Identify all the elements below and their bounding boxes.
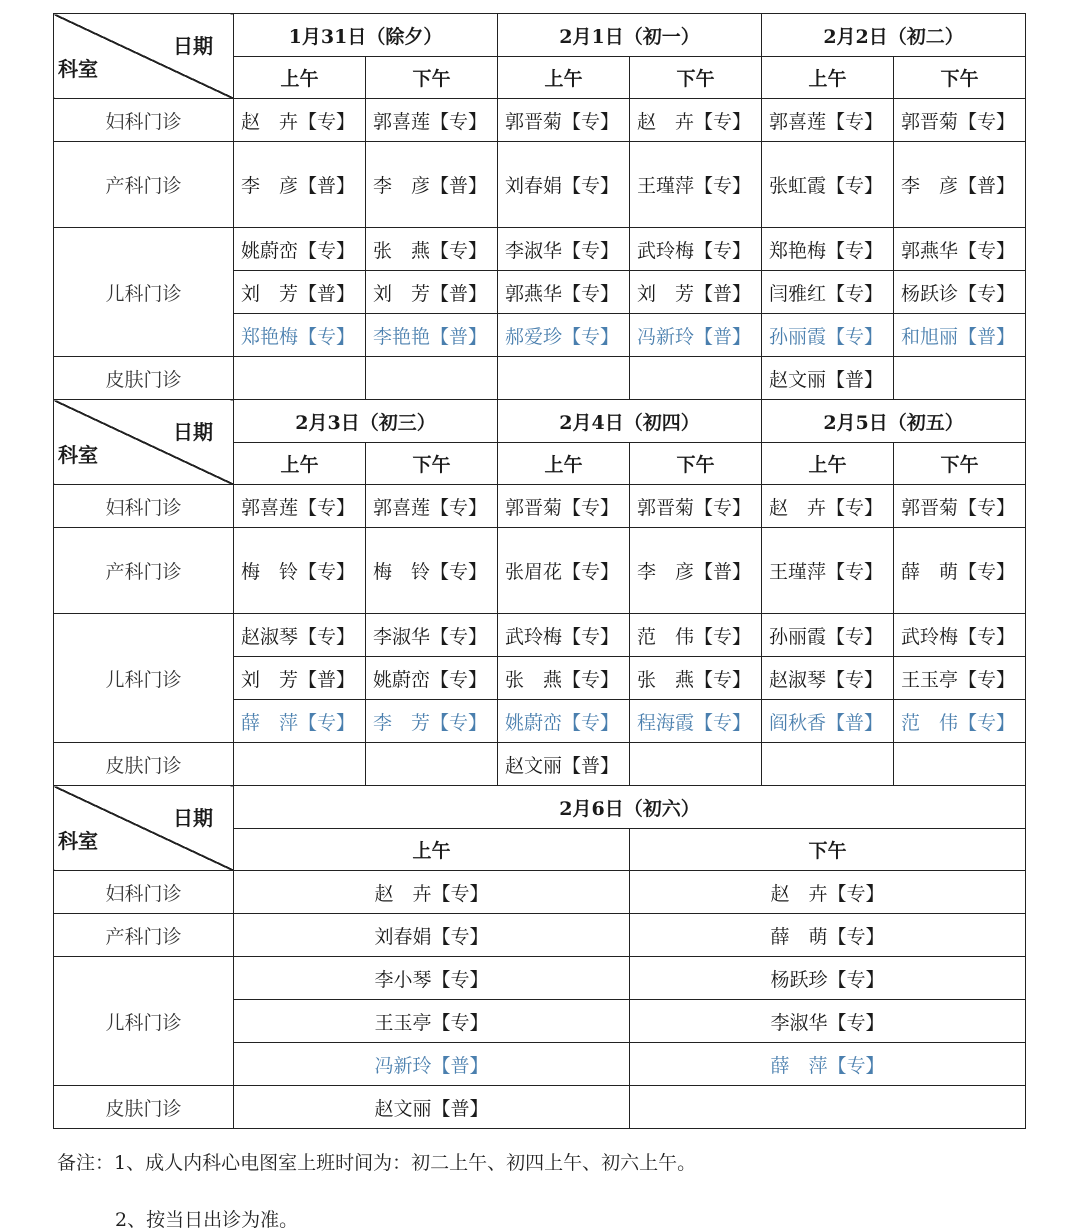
- pm-heading: 下午: [630, 57, 762, 99]
- doctor-cell: 武玲梅【专】: [894, 614, 1026, 657]
- doctor-cell: 王玉亭【专】: [234, 1000, 630, 1043]
- doctor-cell: 郭喜莲【专】: [366, 99, 498, 142]
- doctor-cell: 张 燕【专】: [366, 228, 498, 271]
- doctor-cell: 梅 铃【专】: [366, 528, 498, 614]
- doctor-cell: [366, 357, 498, 400]
- doctor-cell: 赵 卉【专】: [234, 871, 630, 914]
- doctor-cell: 郭燕华【专】: [498, 271, 630, 314]
- doctor-cell: 赵 卉【专】: [234, 99, 366, 142]
- doctor-cell: [894, 743, 1026, 786]
- doctor-cell: 李 芳【专】: [366, 700, 498, 743]
- pm-heading: 下午: [366, 443, 498, 485]
- doctor-cell: 赵文丽【普】: [498, 743, 630, 786]
- doctor-cell: 薛 萍【专】: [630, 1043, 1026, 1086]
- doctor-cell: 李艳艳【普】: [366, 314, 498, 357]
- am-heading: 上午: [762, 443, 894, 485]
- doctor-cell: 李 彦【普】: [366, 142, 498, 228]
- doctor-cell: 李淑华【专】: [630, 1000, 1026, 1043]
- doctor-cell: 梅 铃【专】: [234, 528, 366, 614]
- doctor-cell: 程海霞【专】: [630, 700, 762, 743]
- doctor-cell: 郭燕华【专】: [894, 228, 1026, 271]
- doctor-cell: [630, 357, 762, 400]
- doctor-cell: [366, 743, 498, 786]
- dept-dermatology: 皮肤门诊: [54, 357, 234, 400]
- date-heading: 2月1日（初一）: [498, 14, 762, 57]
- doctor-cell: 郭晋菊【专】: [498, 485, 630, 528]
- dept-header-label: 科室: [58, 443, 98, 467]
- doctor-cell: 武玲梅【专】: [630, 228, 762, 271]
- am-heading: 上午: [498, 443, 630, 485]
- doctor-cell: 和旭丽【普】: [894, 314, 1026, 357]
- doctor-cell: 杨跃诊【专】: [894, 271, 1026, 314]
- pm-heading: 下午: [630, 829, 1026, 871]
- dept-dermatology: 皮肤门诊: [54, 743, 234, 786]
- dept-pediatrics: 儿科门诊: [54, 957, 234, 1086]
- doctor-cell: 张 燕【专】: [630, 657, 762, 700]
- dept-gynecology: 妇科门诊: [54, 99, 234, 142]
- doctor-cell: 王玉亭【专】: [894, 657, 1026, 700]
- doctor-cell: 李 彦【普】: [630, 528, 762, 614]
- doctor-cell: 郭晋菊【专】: [894, 485, 1026, 528]
- doctor-cell: 薛 萌【专】: [894, 528, 1026, 614]
- am-heading: 上午: [234, 57, 366, 99]
- doctor-cell: 武玲梅【专】: [498, 614, 630, 657]
- remark-line-2: 2、按当日出诊为准。: [115, 1209, 299, 1231]
- doctor-cell: 赵淑琴【专】: [234, 614, 366, 657]
- date-header-label: 日期: [173, 806, 213, 830]
- doctor-cell: 刘 芳【普】: [234, 657, 366, 700]
- doctor-cell: 刘 芳【普】: [366, 271, 498, 314]
- doctor-cell: 刘春娟【专】: [498, 142, 630, 228]
- date-heading: 2月2日（初二）: [762, 14, 1026, 57]
- dept-obstetrics: 产科门诊: [54, 914, 234, 957]
- doctor-cell: 赵 卉【专】: [762, 485, 894, 528]
- date-heading: 2月6日（初六）: [234, 786, 1026, 829]
- doctor-cell: [498, 357, 630, 400]
- doctor-cell: 孙丽霞【专】: [762, 314, 894, 357]
- doctor-cell: [234, 743, 366, 786]
- doctor-cell: 李 彦【普】: [894, 142, 1026, 228]
- doctor-cell: 郝爱珍【专】: [498, 314, 630, 357]
- pm-heading: 下午: [366, 57, 498, 99]
- dept-obstetrics: 产科门诊: [54, 528, 234, 614]
- doctor-cell: 李淑华【专】: [366, 614, 498, 657]
- date-heading: 2月4日（初四）: [498, 400, 762, 443]
- pm-heading: 下午: [630, 443, 762, 485]
- doctor-cell: 郭晋菊【专】: [894, 99, 1026, 142]
- doctor-cell: 李淑华【专】: [498, 228, 630, 271]
- doctor-cell: 孙丽霞【专】: [762, 614, 894, 657]
- doctor-cell: 郭喜莲【专】: [762, 99, 894, 142]
- schedule-table-1: [53, 13, 1026, 400]
- dept-header-label: 科室: [58, 57, 98, 81]
- header-diagonal-cell: [54, 786, 234, 871]
- doctor-cell: [630, 743, 762, 786]
- schedule-table-3: [53, 785, 1026, 1129]
- doctor-cell: 李 彦【普】: [234, 142, 366, 228]
- doctor-cell: 郭晋菊【专】: [498, 99, 630, 142]
- doctor-cell: 王瑾萍【专】: [762, 528, 894, 614]
- doctor-cell: 张眉花【专】: [498, 528, 630, 614]
- doctor-cell: [234, 357, 366, 400]
- doctor-cell: 赵文丽【普】: [762, 357, 894, 400]
- doctor-cell: 范 伟【专】: [630, 614, 762, 657]
- doctor-cell: 郭喜莲【专】: [366, 485, 498, 528]
- date-header-label: 日期: [173, 420, 213, 444]
- doctor-cell: 姚蔚峦【专】: [234, 228, 366, 271]
- cropped-title: [0, 0, 1080, 12]
- am-heading: 上午: [234, 443, 366, 485]
- doctor-cell: 薛 萍【专】: [234, 700, 366, 743]
- doctor-cell: 薛 萌【专】: [630, 914, 1026, 957]
- dept-pediatrics: 儿科门诊: [54, 614, 234, 743]
- doctor-cell: 姚蔚峦【专】: [498, 700, 630, 743]
- header-diagonal-cell: [54, 400, 234, 485]
- am-heading: 上午: [762, 57, 894, 99]
- doctor-cell: 闫雅红【专】: [762, 271, 894, 314]
- doctor-cell: 刘春娟【专】: [234, 914, 630, 957]
- remark-line-1: 备注：1、成人内科心电图室上班时间为：初二上午、初四上午、初六上午。: [57, 1152, 697, 1174]
- doctor-cell: [630, 1086, 1026, 1129]
- dept-pediatrics: 儿科门诊: [54, 228, 234, 357]
- dept-gynecology: 妇科门诊: [54, 485, 234, 528]
- doctor-cell: 赵淑琴【专】: [762, 657, 894, 700]
- date-heading: 2月5日（初五）: [762, 400, 1026, 443]
- header-diagonal-cell: [54, 14, 234, 99]
- doctor-cell: 郑艳梅【专】: [234, 314, 366, 357]
- doctor-cell: 赵文丽【普】: [234, 1086, 630, 1129]
- date-heading: 1月31日（除夕）: [234, 14, 498, 57]
- dept-header-label: 科室: [58, 829, 98, 853]
- dept-dermatology: 皮肤门诊: [54, 1086, 234, 1129]
- doctor-cell: 冯新玲【普】: [630, 314, 762, 357]
- date-heading: 2月3日（初三）: [234, 400, 498, 443]
- doctor-cell: 郭晋菊【专】: [630, 485, 762, 528]
- schedule-table-2: [53, 399, 1026, 786]
- doctor-cell: 杨跃珍【专】: [630, 957, 1026, 1000]
- pm-heading: 下午: [894, 443, 1026, 485]
- doctor-cell: 刘 芳【普】: [234, 271, 366, 314]
- doctor-cell: 赵 卉【专】: [630, 871, 1026, 914]
- pm-heading: 下午: [894, 57, 1026, 99]
- doctor-cell: 范 伟【专】: [894, 700, 1026, 743]
- doctor-cell: 刘 芳【普】: [630, 271, 762, 314]
- doctor-cell: 姚蔚峦【专】: [366, 657, 498, 700]
- dept-gynecology: 妇科门诊: [54, 871, 234, 914]
- date-header-label: 日期: [173, 34, 213, 58]
- doctor-cell: 张 燕【专】: [498, 657, 630, 700]
- doctor-cell: [894, 357, 1026, 400]
- doctor-cell: 郭喜莲【专】: [234, 485, 366, 528]
- doctor-cell: 李小琴【专】: [234, 957, 630, 1000]
- doctor-cell: 王瑾萍【专】: [630, 142, 762, 228]
- am-heading: 上午: [234, 829, 630, 871]
- doctor-cell: 张虹霞【专】: [762, 142, 894, 228]
- dept-obstetrics: 产科门诊: [54, 142, 234, 228]
- doctor-cell: 阎秋香【普】: [762, 700, 894, 743]
- doctor-cell: 赵 卉【专】: [630, 99, 762, 142]
- doctor-cell: 郑艳梅【专】: [762, 228, 894, 271]
- doctor-cell: 冯新玲【普】: [234, 1043, 630, 1086]
- doctor-cell: [762, 743, 894, 786]
- am-heading: 上午: [498, 57, 630, 99]
